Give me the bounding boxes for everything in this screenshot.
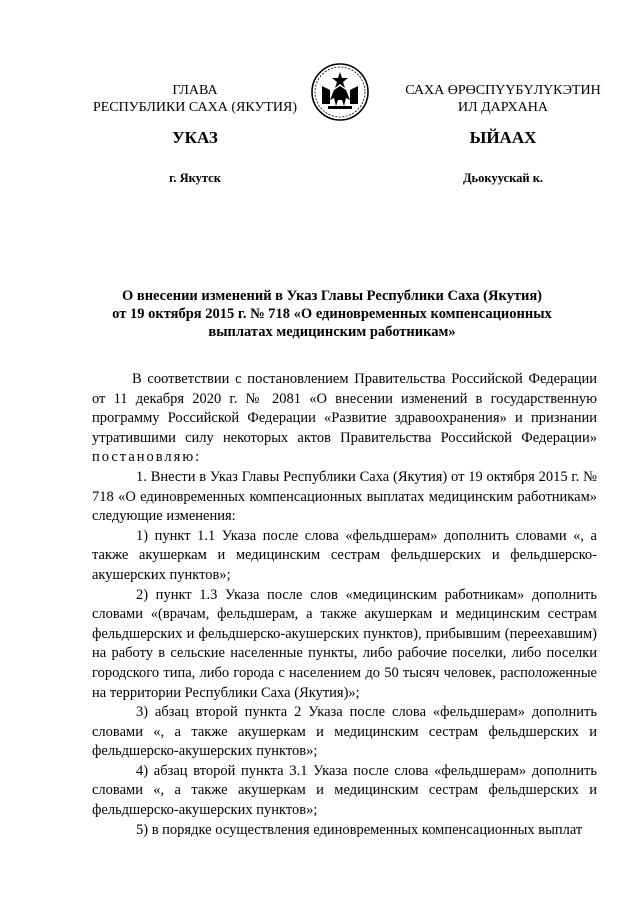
paragraph-1-4: 4) абзац второй пункта 3.1 Указа после слова «фельдшерам» дополнить словами «, а также акушеркам и медицинским сестрам фельдшерских и фельдшерско-акушерских пунктов»; (92, 762, 597, 819)
title-line2: от 19 октября 2015 г. № 718 «О единовременных компенсационных (112, 306, 552, 322)
issuer-left (80, 82, 310, 116)
doc-type-right: ЫЙААХ (469, 128, 537, 147)
title-line1: О внесении изменений в Указ Главы Республики Саха (Якутия) (121, 288, 543, 304)
paragraph-1-1: 1) пункт 1.1 Указа после слова «фельдшерам» дополнить словами «, а также акушеркам и медицинским сестрам фельдшерских и фельдшерско-акушерских пунктов»; (92, 527, 597, 583)
city-left: г. Якутск (169, 171, 221, 185)
issuer-left-line2: РЕСПУБЛИКИ САХА (ЯКУТИЯ) (92, 100, 298, 115)
city-right: Дьокуускай к. (462, 171, 544, 185)
issuer-right-line1: САХА ӨРӨСПҮҮБҮЛҮКЭТИН (405, 83, 601, 98)
resolution-word: постановляю: (92, 449, 202, 466)
paragraph-1-5: 5) в порядке осуществления единовременных компенсационных выплат (136, 821, 583, 838)
coat-of-arms-emblem (310, 60, 370, 124)
preamble-text: В соответствии с постановлением Правительства Российской Федерации от 11 декабря 2020 г. № 2081 «О внесении изменений в государственную программу Российской Федерации «Развитие здравоохранения» и признании утратившими силу некоторых актов Правительства Российской Федерации» (92, 371, 597, 446)
paragraph-1-2: 2) пункт 1.3 Указа после слов «медицинским работникам» дополнить словами «(врачам, фельдшерам, а также акушеркам и медицинским сестрам фельдшерских и фельдшерско-акушерских пунктов), прибывшим (переехавшим) на работу в сельские населенные пункты, либо рабочие поселки, либо поселки городского типа, либо города с населением до 50 тысяч человек, расположенные на территории Республики Саха (Якутия)»; (92, 586, 597, 701)
issuer-left-line1: ГЛАВА (172, 83, 218, 98)
issuer-right (388, 82, 618, 116)
paragraph-1-3: 3) абзац второй пункта 2 Указа после слова «фельдшерам» дополнить словами «, а также акушеркам и медицинским сестрам фельдшерских и фельдшерско-акушерских пунктов»; (92, 704, 597, 760)
issuer-right-line2: ИЛ ДАРХАНА (457, 100, 548, 115)
preamble-paragraph (92, 370, 597, 468)
doc-type-left: УКАЗ (172, 128, 218, 147)
title-line3: выплатах медицинским работникам» (208, 324, 456, 340)
document-title (90, 287, 574, 341)
document-body (92, 370, 597, 840)
paragraph-1: 1. Внести в Указ Главы Республики Саха (Якутия) от 19 октября 2015 г. № 718 «О единовременных компенсационных выплатах медицинским работникам» следующие изменения: (92, 468, 597, 525)
